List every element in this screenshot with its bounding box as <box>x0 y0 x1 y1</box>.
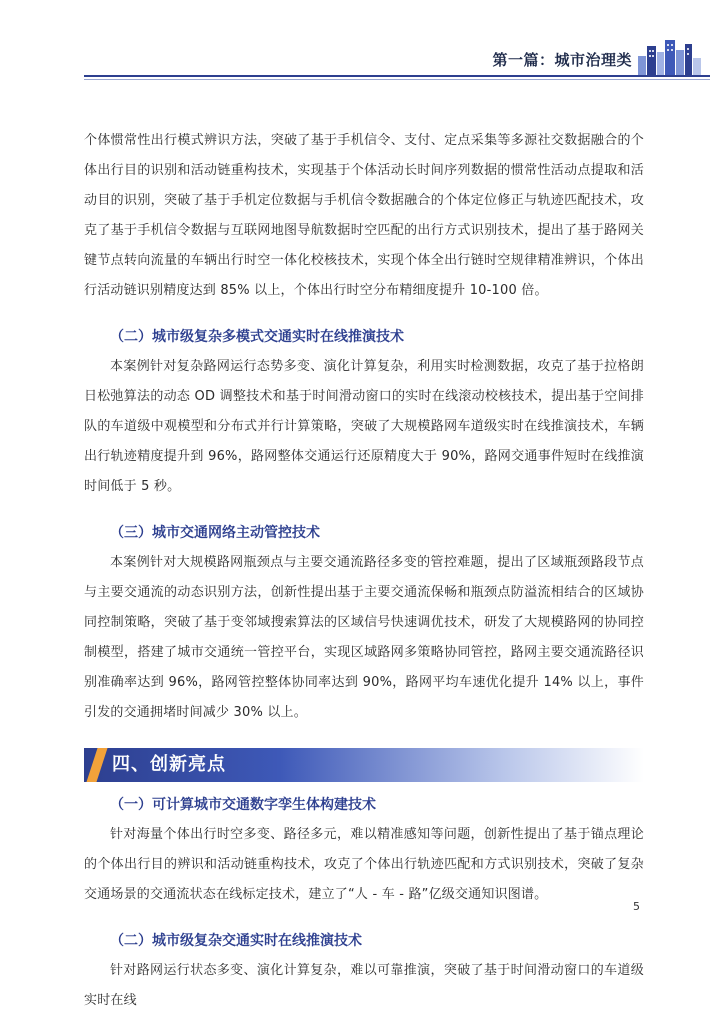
section4-paragraph-2: 针对路网运行状态多变、演化计算复杂，难以可靠推演，突破了基于时间滑动窗口的车道级实时在线 <box>84 963 644 1008</box>
page-content <box>84 126 644 1016</box>
section4-subsection-title-2: （二）城市级复杂交通实时在线推演技术 <box>110 933 362 949</box>
header-rule <box>84 75 710 77</box>
subsection-title-3: （三）城市交通网络主动管控技术 <box>110 525 320 541</box>
section-heading-4 <box>84 748 644 782</box>
section-heading-label: 四、创新亮点 <box>112 754 226 775</box>
section4-paragraph-1: 针对海量个体出行时空多变、路径多元，难以精准感知等问题，创新性提出了基于锚点理论的个体出行目的辨识和活动链重构技术，攻克了个体出行轨迹匹配和方式识别技术，突破了复杂交通场景的交通流状态在线标定技术，建立了“人 - 车 - 路”亿级交通知识图谱。 <box>84 827 644 902</box>
subsection-title-2: （二）城市级复杂多模式交通实时在线推演技术 <box>110 329 404 345</box>
page-number: 5 <box>633 900 640 913</box>
paragraph-intro: 个体惯常性出行模式辨识方法，突破了基于手机信令、支付、定点采集等多源社交数据融合的个体出行目的识别和活动链重构技术，实现基于个体活动长时间序列数据的惯常性活动点提取和活动目的识别，突破了基于手机定位数据与手机信令数据融合的个体定位修正与轨迹匹配技术，攻克了基于手机信令数据与互联网地图导航数据时空匹配的出行方式识别技术，提出了基于路网关键节点转向流量的车辆出行时空一体化校核技术，实现个体全出行链时空规律精准辨识，个体出行活动链识别精度达到 85% 以上，个体出行时空分布精细度提升 10-100 倍。 <box>84 133 644 298</box>
paragraph-sub3: 本案例针对大规模路网瓶颈点与主要交通流路径多变的管控难题，提出了区域瓶颈路段节点与主要交通流的动态识别方法，创新性提出基于主要交通流保畅和瓶颈点防溢流相结合的区域协同控制策略，突破了基于变邻域搜索算法的区域信号快速调优技术，研发了大规模路网的协同控制模型，搭建了城市交通统一管控平台，实现区域路网多策略协同管控，路网主要交通流路径识别准确率达到 96%，路网管控整体协同率达到 90%，路网平均车速优化提升 14% 以上，事件引发的交通拥堵时间减少 30% 以上。 <box>84 555 644 720</box>
section4-subsection-title-1: （一）可计算城市交通数字孪生体构建技术 <box>110 797 376 813</box>
paragraph-sub2: 本案例针对复杂路网运行态势多变、演化计算复杂，利用实时检测数据，攻克了基于拉格朗日松弛算法的动态 OD 调整技术和基于时间滑动窗口的实时在线滚动校核技术，提出基于空间排队的车道级中观模型和分布式并行计算策略，突破了大规模路网车道级实时在线推演技术，车辆出行轨迹精度提升到 96%，路网整体交通运行还原精度大于 90%，路网交通事件短时在线推演时间低于 5 秒。 <box>84 359 644 494</box>
page-header <box>0 0 710 90</box>
header-rule-thin <box>84 79 710 80</box>
chapter-title: 第一篇：城市治理类 <box>492 51 632 69</box>
city-skyline-icon <box>636 36 702 76</box>
